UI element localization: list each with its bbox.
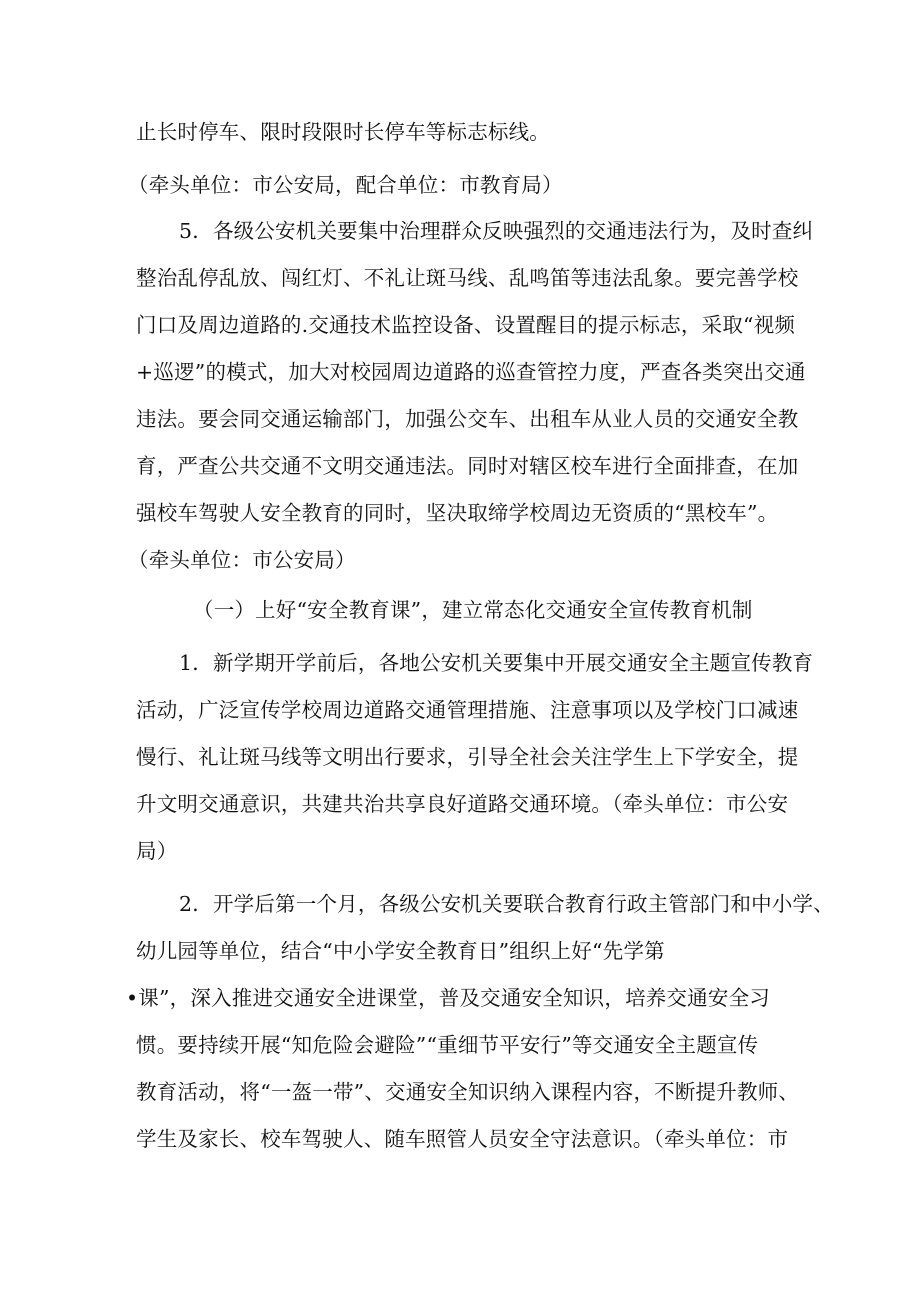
text-line: 育，严查公共交通不文明交通违法。同时对辖区校车进行全面排查，在加 [136,454,799,478]
text-line: 强校车驾驶人安全教育的同时，坚决取缔学校周边无资质的“黑校车”。 [136,501,779,525]
text-line: 门口及周边道路的.交通技术监控设备、设置醒目的提示标志，采取“视频 [136,313,796,337]
text-line: 止长时停车、限时段限时长停车等标志标线。 [136,120,550,144]
text-line: 活动，广泛宣传学校周边道路交通管理措施、注意事项以及学校门口减速 [136,698,799,722]
item-2-paragraph-line: 2．开学后第一个月，各级公安机关要联合教育行政主管部门和中小学、 [179,892,834,916]
lead-unit-note: （牵头单位：市公安局） [128,548,356,572]
text-line: 违法。要会同交通运输部门，加强公交车、出租车从业人员的交通安全教 [136,407,799,431]
item-5-paragraph-line: 5．各级公安机关要集中治理群众反映强烈的交通违法行为，及时查纠 [179,219,814,243]
item-1-paragraph-line: 1．新学期开学前后，各地公安机关要集中开展交通安全主题宣传教育 [179,651,814,675]
text-line: •课”，深入推进交通安全进课堂，普及交通安全知识，培养交通安全习 [126,986,770,1010]
text-line: 教育活动，将“一盔一带”、交通安全知识纳入课程内容，不断提升教师、 [136,1080,800,1104]
lead-unit-note: （牵头单位：市公安局，配合单位：市教育局） [128,173,563,197]
text-line: 局） [136,839,178,863]
text-line: 升文明交通意识，共建共治共享良好道路交通环境。（牵头单位：市公安 [136,792,789,816]
text-line: 慢行、礼让斑马线等文明出行要求，引导全社会关注学生上下学安全，提 [136,745,799,769]
text-line: 幼儿园等单位，结合“中小学安全教育日”组织上好“先学第 [136,939,665,963]
text-line: 整治乱停乱放、闯红灯、不礼让斑马线、乱鸣笛等违法乱象。要完善学校 [136,266,799,290]
text-line: 惯。要持续开展“知危险会避险”“重细节平安行”等交通安全主题宣传 [136,1033,759,1057]
text-line: 学生及家长、校车驾驶人、随车照管人员安全守法意识。（牵头单位：市 [136,1127,789,1151]
section-heading: （一）上好“安全教育课”，建立常态化交通安全宣传教育机制 [193,598,753,622]
text-line: +巡逻”的模式，加大对校园周边道路的巡查管控力度，严查各类突出交通 [136,360,806,384]
